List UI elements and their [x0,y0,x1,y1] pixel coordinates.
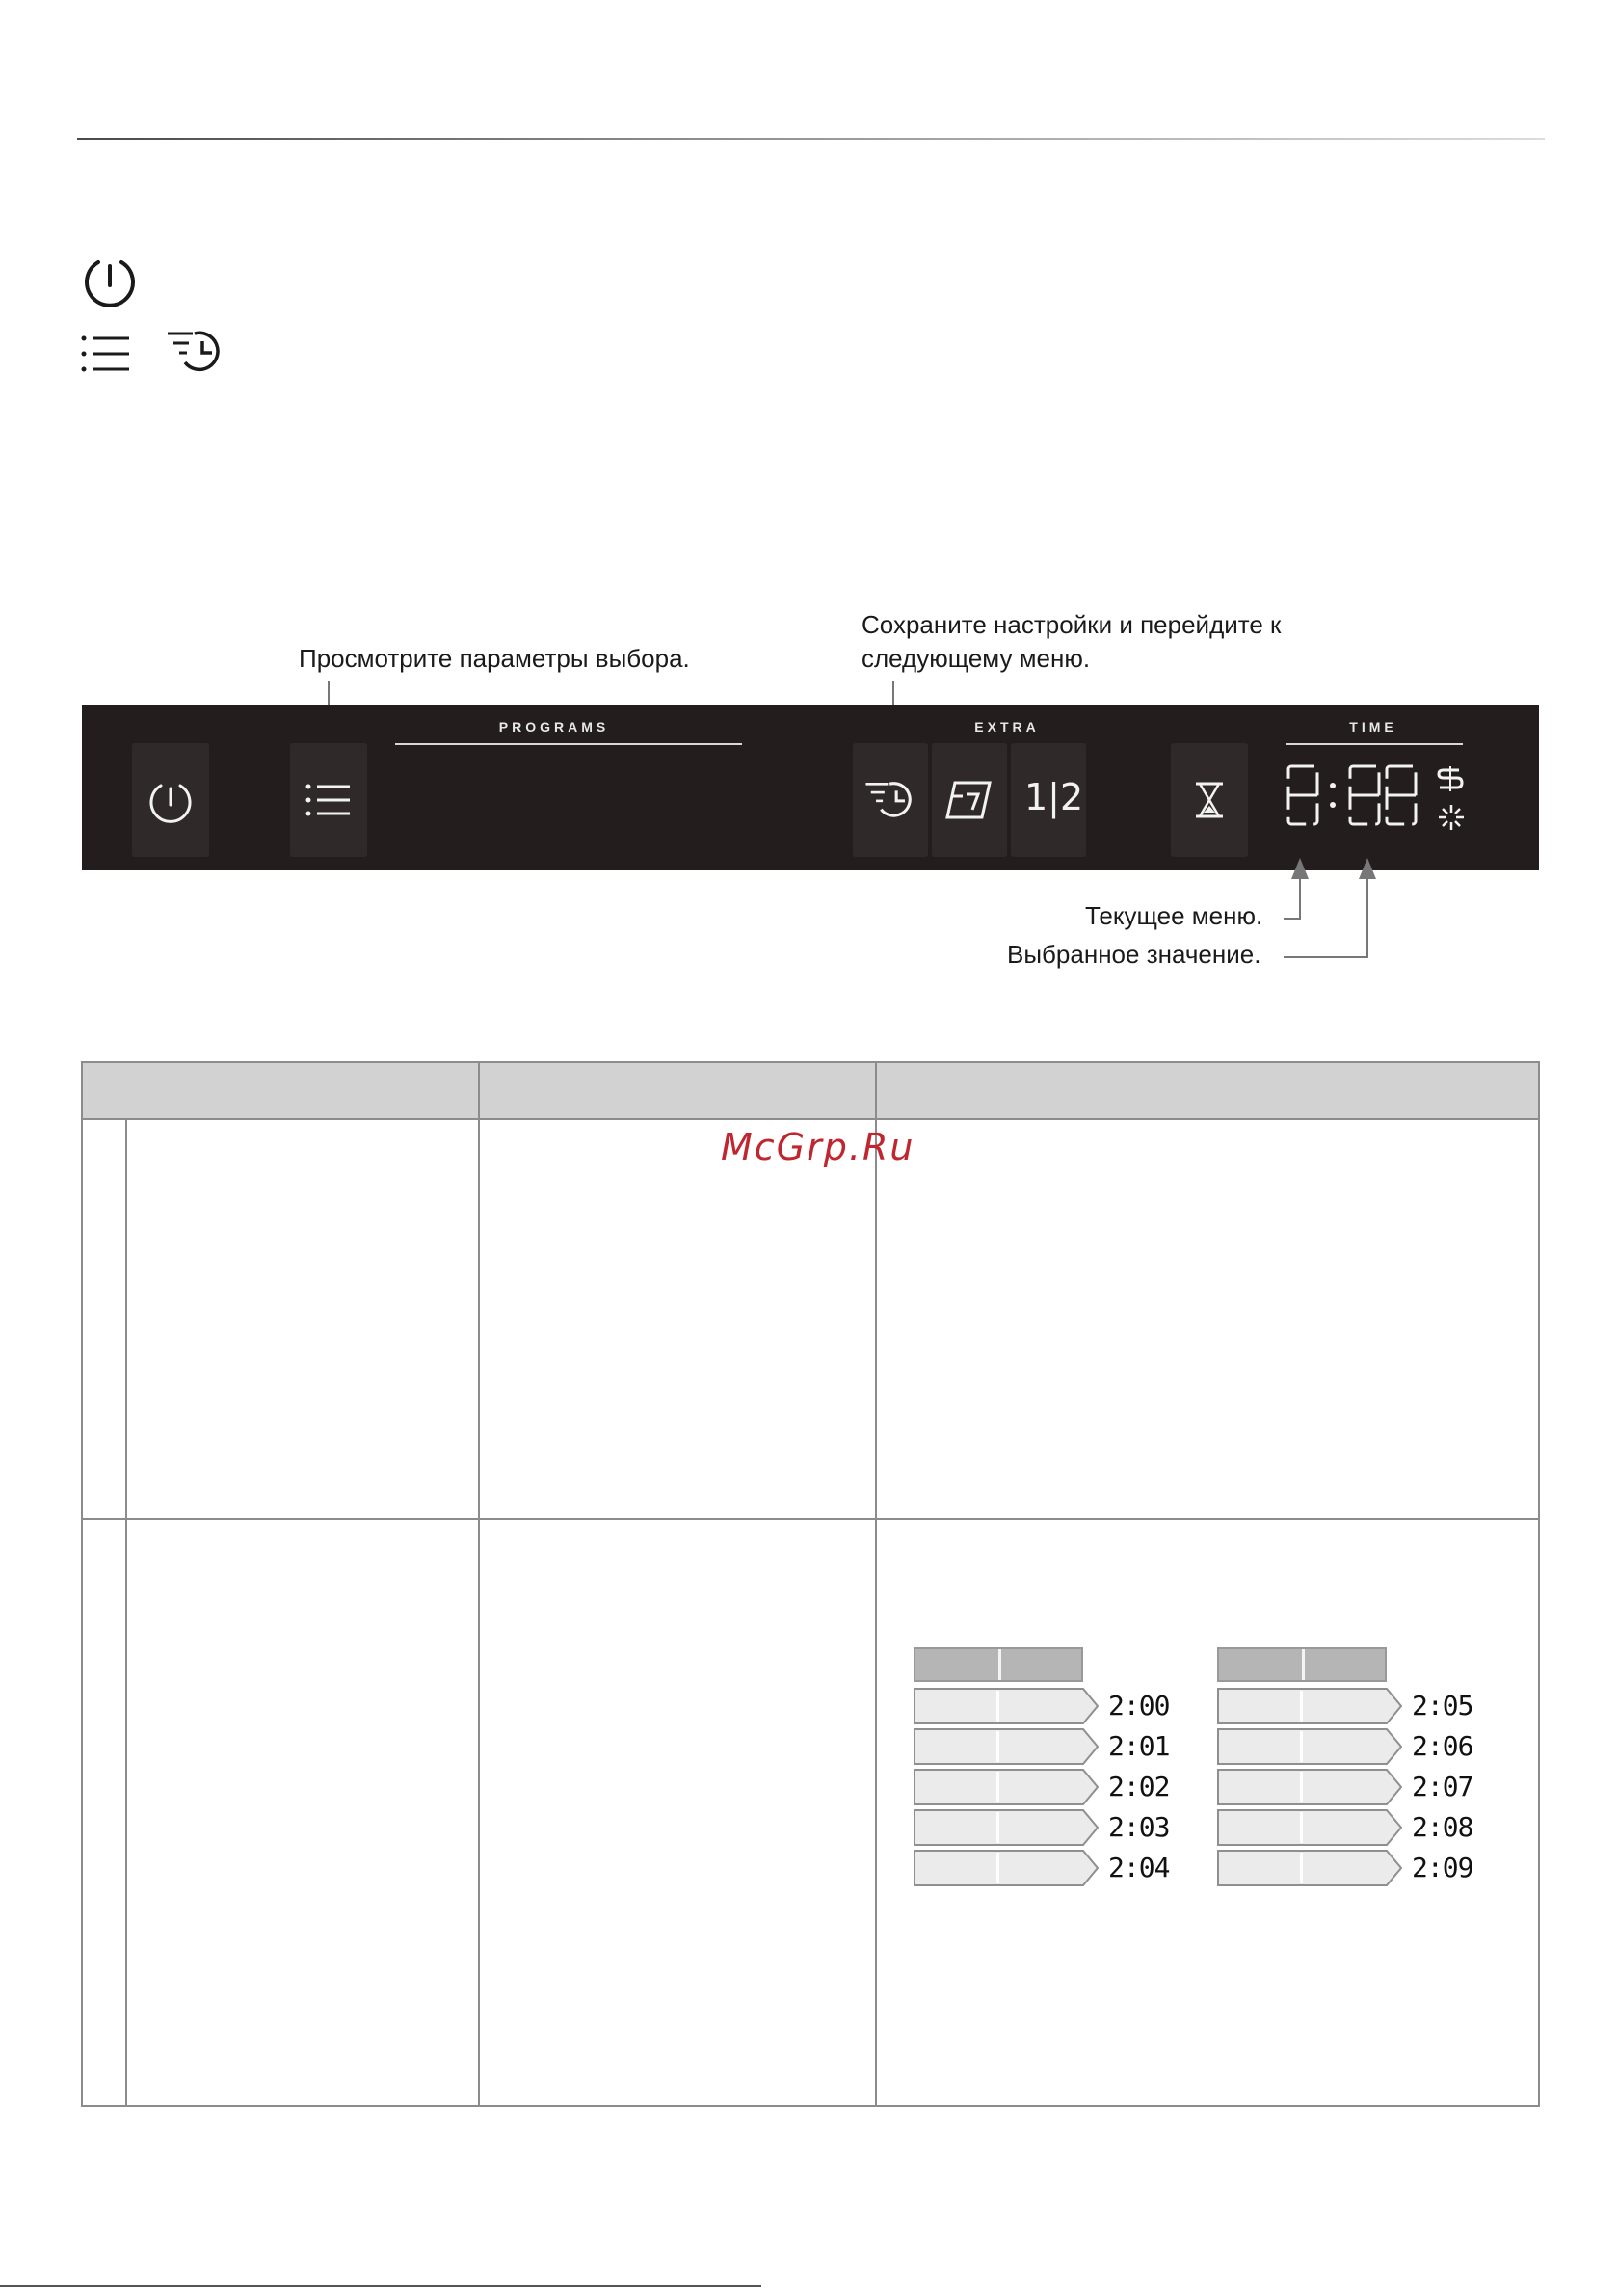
mini-table-time: 2:04 [1108,1852,1170,1883]
arrow-line-selected-value [1366,872,1368,957]
power-icon [81,251,139,308]
dishes-icon [945,779,994,821]
row-arrow-shape [1217,1850,1402,1886]
extra-dry-button[interactable] [932,743,1007,857]
mini-table-time: 2:05 [1412,1690,1473,1722]
mini-table-row [914,1850,1170,1886]
row-arrow-shape [914,1769,1099,1805]
mini-table-time: 2:08 [1412,1811,1473,1843]
save-settings-annotation-line2: следующему меню. [862,644,1091,673]
program-list-button[interactable] [290,743,367,857]
watermark: McGrp.Ru [721,1126,915,1168]
programs-underline [395,743,742,745]
row-arrow-shape [914,1809,1099,1846]
list-icon [81,333,131,375]
power-button[interactable] [132,743,209,857]
table-row-2-col-1 [126,1519,479,2106]
list-icon [305,782,352,818]
selected-value-annotation: Выбранное значение. [1007,940,1261,969]
delay-clock-icon [166,328,225,376]
power-icon [146,776,195,824]
half-load-label: 1|2 [1024,776,1084,818]
mini-table-head [1217,1647,1387,1682]
table-row-2-index [82,1519,126,2106]
mini-table-row [1217,1769,1473,1805]
bottom-rule [0,2285,761,2287]
row-arrow-shape [914,1850,1099,1886]
time-underline [1286,743,1463,745]
mini-table-head [914,1647,1083,1682]
time-button[interactable] [1171,743,1248,857]
mini-table-row [1217,1728,1473,1765]
table-row-1-col-2 [479,1119,876,1519]
delay-save-button[interactable] [853,743,928,857]
mini-table-time: 2:02 [1108,1771,1170,1802]
extra-label: EXTRA [974,719,1040,734]
row-arrow-shape [1217,1728,1402,1765]
arrow-line-current-menu-h [1284,918,1301,920]
row-arrow-shape [1217,1688,1402,1724]
table-row-1-col-1 [126,1119,479,1519]
seven-segment-display [1285,762,1419,830]
mini-table-time: 2:09 [1412,1852,1473,1883]
mini-table-row [1217,1809,1473,1846]
table-row-2-col-2 [479,1519,876,2106]
rinse-aid-icon [1437,803,1466,832]
mini-table-row [914,1728,1170,1765]
control-panel [82,705,1539,870]
time-label: TIME [1349,719,1397,734]
settings-table [81,1061,1538,2107]
mini-table-row [1217,1688,1473,1724]
mini-table-time: 2:01 [1108,1730,1170,1762]
mini-table-row [1217,1850,1473,1886]
current-menu-annotation: Текущее меню. [1085,901,1263,930]
row-arrow-shape [914,1688,1099,1724]
hourglass-icon [1193,781,1226,819]
view-options-annotation: Просмотрите параметры выбора. [299,644,690,673]
mini-table-time: 2:00 [1108,1690,1170,1722]
row-arrow-shape [1217,1809,1402,1846]
table-header-3 [876,1062,1539,1119]
table-row-1-col-3 [876,1119,1539,1519]
mini-table-time: 2:03 [1108,1811,1170,1843]
delay-clock-icon [863,779,917,821]
mini-table-time: 2:06 [1412,1730,1473,1762]
table-header-1 [82,1062,479,1119]
arrow-line-current-menu [1299,872,1301,919]
table-header-2 [479,1062,876,1119]
mini-table-time: 2:07 [1412,1771,1473,1802]
mini-table-row [914,1769,1170,1805]
table-row-1-index [82,1119,126,1519]
save-settings-annotation-line1: Сохраните настройки и перейдите к [862,610,1282,639]
mini-table-row [914,1809,1170,1846]
arrow-line-selected-value-h [1284,956,1368,958]
salt-icon [1436,766,1465,791]
row-arrow-shape [914,1728,1099,1765]
mini-table-row [914,1688,1170,1724]
half-load-button[interactable] [1011,743,1086,857]
row-arrow-shape [1217,1769,1402,1805]
top-rule [77,138,1545,140]
programs-label: PROGRAMS [498,719,610,734]
